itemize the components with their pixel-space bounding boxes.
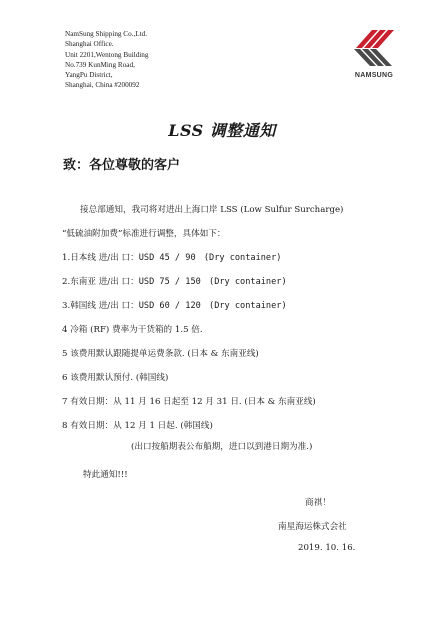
sender-line: YangPu District, [65,71,113,80]
page-title: LSS 调整通知 [168,121,276,140]
sender-address [65,29,148,91]
rate-row-korea [62,299,287,311]
note-line: 7 有效日期：从 11 月 16 日起至 12 月 31 日. (日本 & 东南亚线) [62,397,316,407]
sender-line: No.739 KunMing Road, [65,60,135,69]
intro-line-2: “低硫油附加费”标准进行调整，具体如下： [62,229,226,239]
note-line: 4 冷箱 (RF) 费率为干货箱的 1.5 倍. [62,325,203,335]
rate-note: (Dry container) [209,301,287,311]
rate-label: 3.韩国线 进/出 口： [62,301,139,311]
rate-note: (Dry container) [203,253,282,263]
note-line: 5 该费用默认跟随提单运费条款. (日本 & 东南亚线) [62,349,259,359]
rate-note: (Dry container) [209,277,287,287]
company-logo [344,28,404,84]
closing-regards: 商祺！ [305,498,331,508]
intro-line-1: 接总部通知，我司将对进出上海口岸 LSS (Low Sulfur Surcharge) [80,205,344,215]
note-line: (出口按船期表公布船期，进口以到港日期为准.) [131,442,313,452]
sender-line: NamSung Shipping Co.,Ltd. [65,30,148,38]
notice-date: 2019. 10. 16. [298,543,356,553]
rate-value: USD 45 / 90 [138,253,196,263]
note-line: 8 有效日期：从 12 月 1 日起. (韩国线) [62,421,213,431]
sender-line: Unit 2201,Wentong Building [65,50,149,59]
company-signature: 南星海运株式会社 [278,522,347,532]
rate-row-japan [62,251,281,263]
greeting: 致：各位尊敬的客户 [63,158,181,173]
special-notice: 特此通知!!! [83,470,128,480]
namsung-logo-icon [350,28,398,68]
sender-line: Shanghai, China #200092 [65,81,140,90]
rate-label: 1.日本线 进/出 口： [62,253,139,263]
sender-line: Shanghai Office. [65,40,114,49]
rate-value: USD 60 / 120 [138,301,201,311]
logo-wordmark: NAMSUNG [354,72,394,79]
rate-row-sea [62,275,287,287]
rate-label: 2.东南亚 进/出 口： [62,277,139,287]
note-line: 6 该费用默认预付. (韩国线) [62,373,169,383]
rate-value: USD 75 / 150 [138,277,201,287]
